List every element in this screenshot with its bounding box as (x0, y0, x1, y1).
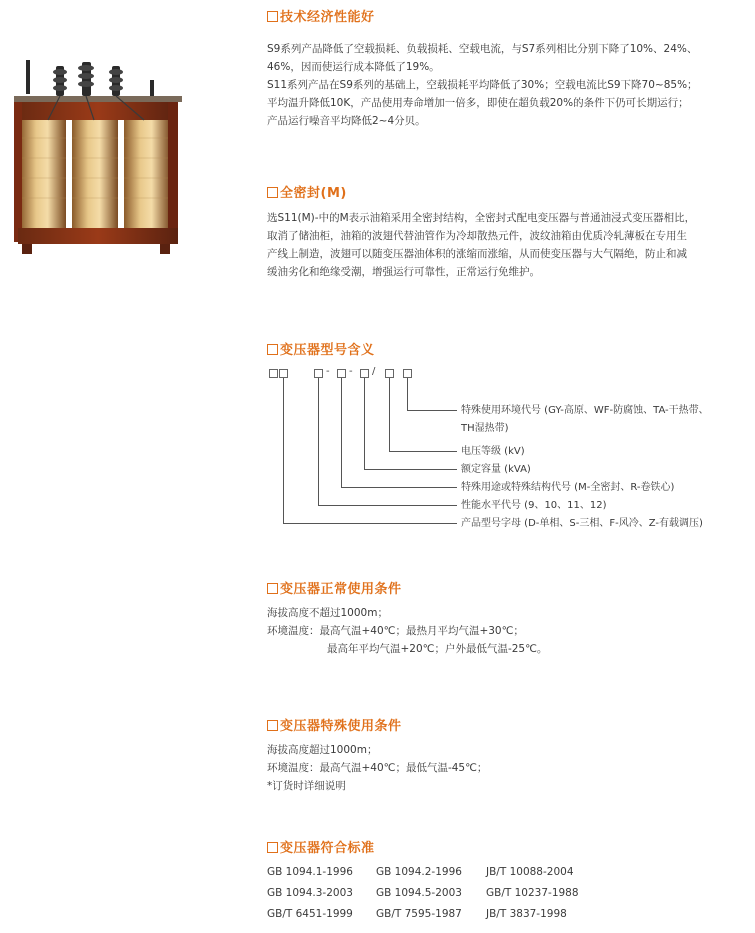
model-label-voltage: 电压等级 (kV) (461, 446, 525, 457)
heading-model: 变压器型号含义 (267, 339, 375, 358)
normal-text: 海拔高度不超过1000m； 环境温度：最高气温+40℃；最热月平均气温+30℃； 最高年平均气温+20℃；户外最低气温-25℃。 (267, 607, 548, 655)
model-label-env-cont: TH湿热带) (461, 423, 509, 434)
model-label-env: 特殊使用环境代号 (GY-高原、WF-防腐蚀、TA-干热带、 (461, 405, 709, 416)
tech-text: S9系列产品降低了空载损耗、负载损耗、空载电流，与S7系列相比分别下降了10%、24%、 46%，因而使运行成本降低了19%。 S11系列产品在S9系列的基础上，空载损耗平均降低了30%；空载电流比S9下降70~85%； 平均温升降低10K，产品使用寿命增加一倍多，即使在超负载20%的条件下仍可长期运行； 产品运行噪音平均降低2~4分贝。 (267, 43, 698, 127)
transformer-photo (8, 58, 188, 258)
standard-item: GB 1094.3-2003 (267, 887, 353, 899)
standard-item: GB 1094.2-1996 (376, 866, 462, 878)
standard-item: JB/T 10088-2004 (486, 866, 574, 878)
standard-item: JB/T 3837-1998 (486, 908, 567, 920)
model-label-structure: 特殊用途或特殊结构代号 (M-全密封、R-卷铁心) (461, 482, 675, 493)
heading-standards: 变压器符合标准 (267, 837, 375, 856)
standard-item: GB 1094.5-2003 (376, 887, 462, 899)
model-label-letters: 产品型号字母 (D-单相、S-三相、F-风冷、Z-有载调压) (461, 518, 703, 529)
sealed-text: 选S11(M)-中的M表示油箱采用全密封结构，全密封式配电变压器与普通油浸式变压器相比， 取消了储油柜，油箱的波翅代替油管作为冷却散热元件，波纹油箱由优质冷轧薄板在专用生 产线上制造，波翅可以随变压器油体积的涨缩而涨缩，从而使变压器与大气隔绝，防止和减 缓油劣化和绝缘受潮，增强运行可靠性，正常运行免维护。 (267, 212, 696, 278)
standard-item: GB/T 7595-1987 (376, 908, 462, 920)
heading-normal: 变压器正常使用条件 (267, 578, 402, 597)
heading-special: 变压器特殊使用条件 (267, 715, 402, 734)
model-label-performance: 性能水平代号 (9、10、11、12) (461, 500, 607, 511)
special-text: 海拔高度超过1000m； 环境温度：最高气温+40℃；最低气温-45℃； *订货时详细说明 (267, 744, 488, 792)
model-label-capacity: 额定容量 (kVA) (461, 464, 531, 475)
standard-item: GB/T 10237-1988 (486, 887, 579, 899)
heading-tech: 技术经济性能好 (267, 6, 375, 25)
standard-item: GB 1094.1-1996 (267, 866, 353, 878)
standard-item: GB/T 6451-1999 (267, 908, 353, 920)
heading-sealed: 全密封(M) (267, 182, 347, 201)
